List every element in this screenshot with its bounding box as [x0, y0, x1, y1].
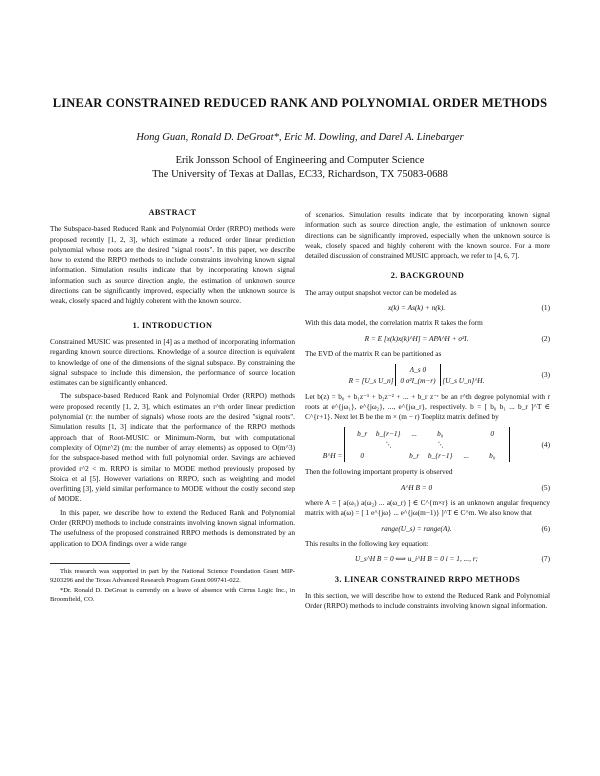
equation-number: (5)	[541, 482, 550, 492]
equation-body: U_s^H B = 0 ⟺ u_i^H B = 0 i = 1, ..., r;	[354, 554, 478, 564]
matrix-cell: 0	[360, 451, 365, 461]
equation-6	[305, 524, 550, 534]
matrix-cell: ...	[463, 451, 469, 461]
intro-paragraph: The subspace-based Reduced Rank and Polynomial Order (RRPO) methods were proposed recently [1, 2, 3], which estimates an r^th order linear prediction polynomial (r: the number of signals) whose roots are the desired "signal roots". Simulation results [1, 3] indicate that the performance of the RRPO methods approach that of Root-MUSIC or Minimum-Norm, but with computational complexity of O(mr^2) (m: the number of array elements) as opposed to O(m^3) for the subspace-based method with full polynomial order. Savings are achieved provided r^2 < m. RRPO is similar to MODE method previously proposed by Stoica et al [5]. However variations on RRPO, such as weighting and model overfitting [3], yield similar performance to MODE without the costly second step of MODE.	[50, 391, 295, 504]
intro-paragraph: Constrained MUSIC was presented in [4] as a method of incorporating information regarding known source directions. Knowledge of a source direction is equivalent to knowledge of one of the dimensions of the signal subspace. By constraining the signal subspace to include this dimension, the performance of source location estimates can be significantly enhanced.	[50, 336, 295, 388]
equation-number: (6)	[541, 523, 550, 533]
equation-number: (3)	[541, 370, 550, 380]
affiliation	[40, 154, 560, 182]
matrix-cell: 0	[490, 429, 495, 439]
matrix-cell: ⋱	[384, 440, 392, 450]
equation-number: (1)	[541, 303, 550, 313]
background-paragraph: Then the following important property is observed	[305, 467, 453, 477]
equation-1	[305, 303, 550, 313]
equation-body: R = E [x(k)x(k)^H] = APA^H + σ²I.	[364, 333, 469, 343]
equation-body	[305, 364, 528, 386]
equation-number: (2)	[541, 333, 550, 343]
paper-title: LINEAR CONSTRAINED REDUCED RANK AND POLYNOMIAL ORDER METHODS	[52, 96, 548, 110]
background-paragraph: With this data model, the correlation matrix R takes the form	[305, 318, 483, 328]
equation-body	[305, 427, 528, 462]
equation-part: R = [U_s U_n]	[348, 376, 394, 386]
matrix-row: Λ_s 0	[409, 365, 427, 375]
equation-number: (7)	[541, 554, 550, 564]
equation-body: x(k) = As(k) + n(k).	[387, 303, 446, 313]
block-matrix	[395, 364, 440, 386]
equation-part: B^H =	[322, 451, 343, 461]
section3-paragraph: In this section, we will describe how to extend the Reduced Rank and Polynomial Order (RRPO) methods to include constraints involving known signal information.	[305, 590, 550, 611]
equation-4	[305, 427, 550, 462]
section3-heading: 3. LINEAR CONSTRAINED RRPO METHODS	[334, 574, 521, 584]
author-list: Hong Guan, Ronald D. DeGroat*, Eric M. Dowling, and Darel A. Linebarger	[136, 132, 464, 143]
matrix-cell: b_r	[357, 429, 368, 439]
matrix-cell: ...	[411, 429, 417, 439]
equation-part: [U_s U_n]^H.	[442, 376, 485, 386]
intro-heading: 1. INTRODUCTION	[132, 320, 213, 330]
footnote-rule	[50, 563, 130, 564]
abstract-text: The Subspace-based Reduced Rank and Polynomial Order (RRPO) methods were proposed recently [1, 2, 3], which estimate a reduced order linear prediction polynomial whose roots are the desired "signal roots". In this paper, we describe how to extend the RRPO methods to include constraints involving known signal information. Simulation results indicate that by incorporating known signal information such as source direction angle, the estimation of unknown source directions can be significantly improved, especially when the unknown source is weak, closely spaced and highly coherent with the known source.	[50, 224, 295, 306]
intro-continued: of scenarios. Simulation results indicate that by incorporating known signal information such as source direction angle, the estimation of unknown source directions can be significantly improved, especially when the unknown source is weak, closely spaced and highly coherent with the known source. For a more detailed discussion of constrained MUSIC approach, we refer to [4, 6, 7].	[305, 210, 550, 261]
matrix-cell: b_r	[409, 451, 420, 461]
affiliation-line: The University of Texas at Dallas, EC33, Richardson, TX 75083-0688	[152, 169, 448, 180]
toeplitz-matrix	[344, 427, 510, 462]
matrix-row: 0 σ²I_(m−r)	[400, 376, 436, 386]
equation-3	[305, 364, 550, 386]
footnote: *Dr. Ronald D. DeGroat is currently on a leave of absence with Cirrus Logic Inc., in Broomfield, CO.	[50, 587, 295, 603]
background-paragraph: where A = [ a(ω₁) a(ω₂) ... a(ω_r) ] ∈ C^{m×r} is an unknown angular frequency matrix with a(ω) = [ 1 e^{jω} ... e^{jω(m−1)} ]^T ∈ C^m. We also know that	[305, 498, 550, 518]
background-heading: 2. BACKGROUND	[390, 271, 465, 281]
right-column	[305, 210, 550, 614]
abstract-heading: ABSTRACT	[148, 208, 197, 217]
background-paragraph: This results in the following key equation:	[305, 538, 429, 548]
left-column	[50, 208, 295, 606]
equation-body: range(U_s) = range(A).	[381, 523, 452, 533]
matrix-cell: b_{r−1}	[375, 429, 401, 439]
background-paragraph: The EVD of the matrix R can be partitioned as	[305, 348, 442, 358]
equation-body: A^H B = 0	[400, 482, 433, 492]
equation-2	[305, 334, 550, 344]
intro-paragraph: In this paper, we describe how to extend the Reduced Rank and Polynomial Order (RRPO) methods to include constraints involving known signal information. The usefulness of the proposed constrained RRPO methods is demonstrated by an application to DOA findings over a wide range	[50, 507, 295, 548]
matrix-cell: b_{r−1}	[427, 451, 453, 461]
matrix-cell: b₀	[489, 451, 496, 461]
matrix-cell: ⋱	[436, 440, 444, 450]
equation-7	[305, 554, 550, 564]
affiliation-line: Erik Jonsson School of Engineering and Computer Science	[175, 155, 425, 166]
background-paragraph: Let b(z) = b₀ + b₁z⁻¹ + b₂z⁻² + ... + b_r z⁻ʳ be an r^th degree polynomial with r roots at e^{jω₁}, e^{jω₂}, ..., e^{jω_r}, respectively. b = [ b₀ b₁ ... b_r ]^T ∈ C^{r+1}. Next let B be the m × (m − r) Toeplitz matrix defined by	[305, 391, 550, 422]
matrix-cell: b₀	[437, 429, 444, 439]
equation-5	[305, 483, 550, 493]
equation-number: (4)	[541, 439, 550, 449]
background-paragraph: The array output snapshot vector can be modeled as	[305, 287, 457, 297]
footnote: This research was supported in part by the National Science Foundation Grant MIP-9203296 and the Texas Advanced Research Program Grant 009741-022.	[50, 567, 295, 584]
